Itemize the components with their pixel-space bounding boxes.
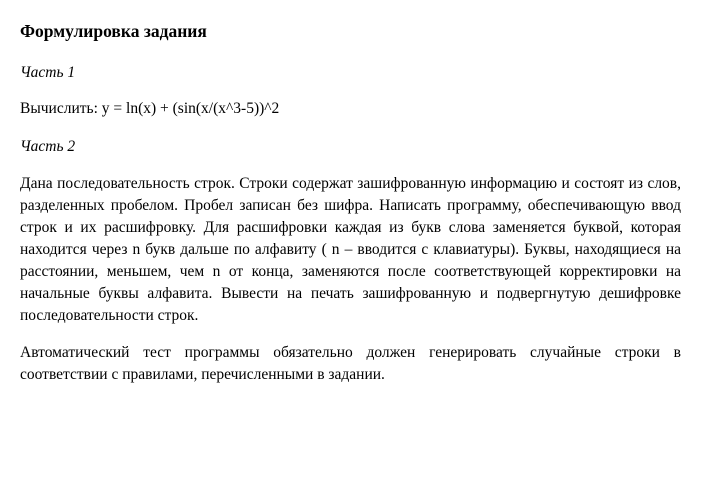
document-title: Формулировка задания	[20, 21, 207, 41]
task-description-paragraph: Дана последовательность строк. Строки содержат зашифрованную информацию и состоят из слов, разделенных пробелом. Пробел записан без шифра. Написать программу, обеспечивающую ввод строк и их расшифровку. Для расшифровки каждая из букв слова заменяется буквой, которая находится через n букв дальше по алфавиту ( n – вводится с клавиатуры). Буквы, находящиеся на расстоянии, меньшем, чем n от конца, заменяются после соответствующей корректировки на начальные буквы алфавита. Вывести на печать зашифрованную и подвергнутую дешифровке последовательности строк.	[20, 175, 681, 324]
part-2-heading: Часть 2	[20, 138, 76, 155]
formula-text: Вычислить: y = ln(x) + (sin(x/(x^3-5))^2	[20, 100, 280, 117]
part-1-heading: Часть 1	[20, 64, 76, 81]
auto-test-paragraph: Автоматический тест программы обязательно должен генерировать случайные строки в соответствии с правилами, перечисленными в задании.	[20, 344, 681, 383]
